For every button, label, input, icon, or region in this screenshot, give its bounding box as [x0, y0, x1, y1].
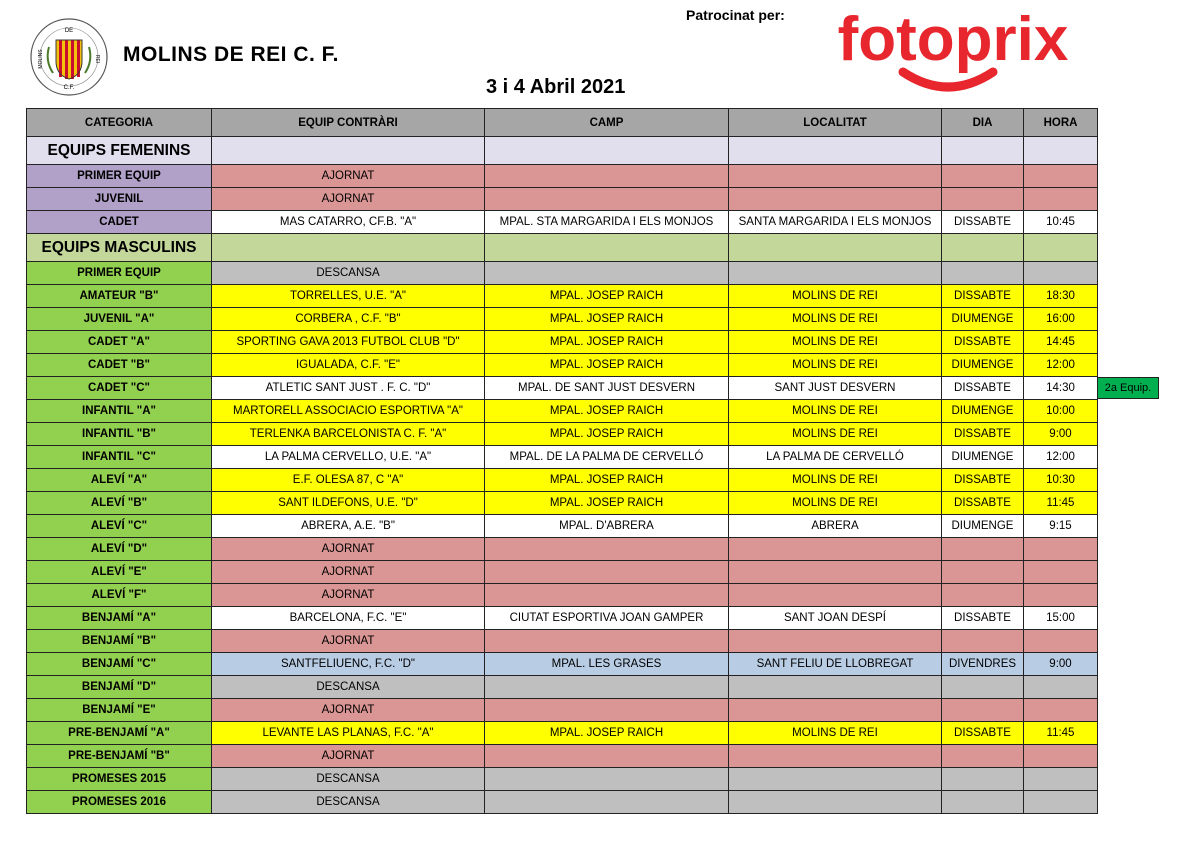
- section-empty-cell: [485, 234, 729, 262]
- camp-cell: MPAL. STA MARGARIDA I ELS MONJOS: [485, 211, 729, 234]
- hora-cell: 9:00: [1024, 423, 1098, 446]
- table-row: [27, 377, 1098, 400]
- table-row: [27, 211, 1098, 234]
- hora-cell: [1024, 768, 1098, 791]
- hora-cell: [1024, 584, 1098, 607]
- match-date-title: 3 i 4 Abril 2021: [486, 76, 626, 98]
- club-title: MOLINS DE REI C. F.: [123, 43, 340, 66]
- camp-cell: MPAL. JOSEP RAICH: [485, 469, 729, 492]
- category-cell: BENJAMÍ "E": [27, 699, 212, 722]
- category-cell: ALEVÍ "A": [27, 469, 212, 492]
- dia-cell: [942, 561, 1024, 584]
- category-cell: PRE-BENJAMÍ "A": [27, 722, 212, 745]
- hora-cell: 15:00: [1024, 607, 1098, 630]
- localitat-cell: [729, 768, 942, 791]
- table-row: [27, 423, 1098, 446]
- category-cell: CADET: [27, 211, 212, 234]
- camp-cell: MPAL. JOSEP RAICH: [485, 331, 729, 354]
- fotoprix-logo: [813, 0, 1093, 98]
- rival-cell: AJORNAT: [212, 538, 485, 561]
- rival-cell: E.F. OLESA 87, C "A": [212, 469, 485, 492]
- rival-cell: LA PALMA CERVELLO, U.E. "A": [212, 446, 485, 469]
- category-cell: BENJAMÍ "A": [27, 607, 212, 630]
- dia-cell: DIVENDRES: [942, 653, 1024, 676]
- col-header-equip-contrari: EQUIP CONTRÀRI: [212, 109, 485, 137]
- crest-text-top: DE: [64, 28, 74, 34]
- category-cell: ALEVÍ "B": [27, 492, 212, 515]
- table-header-row: [27, 109, 1098, 137]
- second-team-note: 2a Equip.: [1097, 377, 1159, 399]
- camp-cell: [485, 188, 729, 211]
- hora-cell: 11:45: [1024, 492, 1098, 515]
- localitat-cell: MOLINS DE REI: [729, 469, 942, 492]
- category-cell: ALEVÍ "E": [27, 561, 212, 584]
- dia-cell: DIUMENGE: [942, 308, 1024, 331]
- sponsor-label: Patrocinat per:: [686, 7, 785, 23]
- rival-cell: ABRERA, A.E. "B": [212, 515, 485, 538]
- dia-cell: [942, 165, 1024, 188]
- localitat-cell: SANT JOAN DESPÍ: [729, 607, 942, 630]
- category-cell: CADET "B": [27, 354, 212, 377]
- table-row: [27, 331, 1098, 354]
- col-header-localitat: LOCALITAT: [729, 109, 942, 137]
- rival-cell: AJORNAT: [212, 699, 485, 722]
- localitat-cell: SANT JUST DESVERN: [729, 377, 942, 400]
- section-empty-cell: [212, 137, 485, 165]
- localitat-cell: [729, 699, 942, 722]
- localitat-cell: [729, 165, 942, 188]
- rival-cell: CORBERA , C.F. "B": [212, 308, 485, 331]
- rival-cell: SANT ILDEFONS, U.E. "D": [212, 492, 485, 515]
- crest-text-right: REI: [94, 54, 100, 64]
- dia-cell: DISSABTE: [942, 331, 1024, 354]
- section-empty-cell: [942, 234, 1024, 262]
- hora-cell: 11:45: [1024, 722, 1098, 745]
- crest-text-bottom: C.F.: [63, 85, 75, 91]
- dia-cell: DISSABTE: [942, 469, 1024, 492]
- hora-cell: 12:00: [1024, 354, 1098, 377]
- rival-cell: AJORNAT: [212, 165, 485, 188]
- rival-cell: TERLENKA BARCELONISTA C. F. "A": [212, 423, 485, 446]
- table-row: [27, 285, 1098, 308]
- crest-text-left: MOLINS: [38, 49, 44, 69]
- camp-cell: MPAL. DE SANT JUST DESVERN: [485, 377, 729, 400]
- localitat-cell: MOLINS DE REI: [729, 722, 942, 745]
- rival-cell: AJORNAT: [212, 630, 485, 653]
- hora-cell: [1024, 745, 1098, 768]
- section-empty-cell: [1024, 234, 1098, 262]
- rival-cell: LEVANTE LAS PLANAS, F.C. "A": [212, 722, 485, 745]
- hora-cell: 9:15: [1024, 515, 1098, 538]
- section-label: EQUIPS FEMENINS: [27, 137, 212, 165]
- hora-cell: [1024, 791, 1098, 814]
- category-cell: PRIMER EQUIP: [27, 165, 212, 188]
- camp-cell: [485, 768, 729, 791]
- table-row: [27, 188, 1098, 211]
- col-header-categoria: CATEGORIA: [27, 109, 212, 137]
- camp-cell: [485, 676, 729, 699]
- rival-cell: DESCANSA: [212, 791, 485, 814]
- camp-cell: [485, 584, 729, 607]
- localitat-cell: MOLINS DE REI: [729, 354, 942, 377]
- dia-cell: [942, 791, 1024, 814]
- hora-cell: [1024, 630, 1098, 653]
- localitat-cell: MOLINS DE REI: [729, 285, 942, 308]
- dia-cell: DIUMENGE: [942, 446, 1024, 469]
- table-row: [27, 584, 1098, 607]
- localitat-cell: [729, 188, 942, 211]
- hora-cell: 14:30: [1024, 377, 1098, 400]
- dia-cell: DISSABTE: [942, 285, 1024, 308]
- hora-cell: [1024, 538, 1098, 561]
- localitat-cell: LA PALMA DE CERVELLÓ: [729, 446, 942, 469]
- dia-cell: [942, 584, 1024, 607]
- dia-cell: [942, 699, 1024, 722]
- section-empty-cell: [729, 137, 942, 165]
- section-empty-cell: [729, 234, 942, 262]
- localitat-cell: MOLINS DE REI: [729, 331, 942, 354]
- localitat-cell: MOLINS DE REI: [729, 400, 942, 423]
- rival-cell: AJORNAT: [212, 584, 485, 607]
- camp-cell: MPAL. JOSEP RAICH: [485, 423, 729, 446]
- rival-cell: DESCANSA: [212, 262, 485, 285]
- rival-cell: SANTFELIUENC, F.C. "D": [212, 653, 485, 676]
- localitat-cell: SANTA MARGARIDA I ELS MONJOS: [729, 211, 942, 234]
- dia-cell: DISSABTE: [942, 423, 1024, 446]
- table-row: [27, 768, 1098, 791]
- rival-cell: SPORTING GAVA 2013 FUTBOL CLUB "D": [212, 331, 485, 354]
- table-row: [27, 262, 1098, 285]
- camp-cell: [485, 165, 729, 188]
- table-row: [27, 699, 1098, 722]
- table-row: [27, 607, 1098, 630]
- category-cell: AMATEUR "B": [27, 285, 212, 308]
- category-cell: BENJAMÍ "B": [27, 630, 212, 653]
- table-row: [27, 676, 1098, 699]
- table-row: [27, 745, 1098, 768]
- dia-cell: DISSABTE: [942, 607, 1024, 630]
- col-header-dia: DIA: [942, 109, 1024, 137]
- col-header-hora: HORA: [1024, 109, 1098, 137]
- camp-cell: MPAL. JOSEP RAICH: [485, 285, 729, 308]
- hora-cell: 18:30: [1024, 285, 1098, 308]
- hora-cell: [1024, 262, 1098, 285]
- dia-cell: [942, 768, 1024, 791]
- category-cell: CADET "A": [27, 331, 212, 354]
- category-cell: INFANTIL "B": [27, 423, 212, 446]
- table-row: [27, 400, 1098, 423]
- camp-cell: MPAL. DE LA PALMA DE CERVELLÓ: [485, 446, 729, 469]
- table-row: [27, 354, 1098, 377]
- table-row: [27, 492, 1098, 515]
- table-row: [27, 561, 1098, 584]
- sponsor-logo-text: fotoprix: [837, 5, 1069, 74]
- category-cell: JUVENIL "A": [27, 308, 212, 331]
- hora-cell: 16:00: [1024, 308, 1098, 331]
- category-cell: ALEVÍ "C": [27, 515, 212, 538]
- hora-cell: 9:00: [1024, 653, 1098, 676]
- section-header-row: [27, 137, 1098, 165]
- section-empty-cell: [1024, 137, 1098, 165]
- rival-cell: MARTORELL ASSOCIACIO ESPORTIVA "A": [212, 400, 485, 423]
- camp-cell: [485, 699, 729, 722]
- camp-cell: MPAL. LES GRASES: [485, 653, 729, 676]
- category-cell: PRE-BENJAMÍ "B": [27, 745, 212, 768]
- table-row: [27, 653, 1098, 676]
- localitat-cell: MOLINS DE REI: [729, 308, 942, 331]
- rival-cell: DESCANSA: [212, 768, 485, 791]
- dia-cell: DISSABTE: [942, 492, 1024, 515]
- club-crest-logo: [29, 17, 109, 97]
- localitat-cell: [729, 676, 942, 699]
- rival-cell: BARCELONA, F.C. "E": [212, 607, 485, 630]
- table-row: [27, 165, 1098, 188]
- table-row: [27, 722, 1098, 745]
- hora-cell: 10:30: [1024, 469, 1098, 492]
- dia-cell: [942, 745, 1024, 768]
- dia-cell: [942, 538, 1024, 561]
- camp-cell: MPAL. D'ABRERA: [485, 515, 729, 538]
- category-cell: INFANTIL "A": [27, 400, 212, 423]
- camp-cell: [485, 561, 729, 584]
- dia-cell: [942, 630, 1024, 653]
- camp-cell: [485, 262, 729, 285]
- dia-cell: DISSABTE: [942, 722, 1024, 745]
- localitat-cell: [729, 791, 942, 814]
- rival-cell: MAS CATARRO, CF.B. "A": [212, 211, 485, 234]
- camp-cell: [485, 791, 729, 814]
- table-row: [27, 308, 1098, 331]
- rival-cell: TORRELLES, U.E. "A": [212, 285, 485, 308]
- hora-cell: 10:00: [1024, 400, 1098, 423]
- category-cell: JUVENIL: [27, 188, 212, 211]
- table-row: [27, 469, 1098, 492]
- localitat-cell: [729, 630, 942, 653]
- section-empty-cell: [212, 234, 485, 262]
- camp-cell: MPAL. JOSEP RAICH: [485, 400, 729, 423]
- localitat-cell: [729, 561, 942, 584]
- table-row: [27, 630, 1098, 653]
- schedule-body: [27, 137, 1098, 814]
- schedule-table: [26, 108, 1098, 814]
- camp-cell: [485, 538, 729, 561]
- dia-cell: DISSABTE: [942, 211, 1024, 234]
- col-header-camp: CAMP: [485, 109, 729, 137]
- rival-cell: IGUALADA, C.F. "E": [212, 354, 485, 377]
- hora-cell: 10:45: [1024, 211, 1098, 234]
- table-row: [27, 791, 1098, 814]
- localitat-cell: [729, 584, 942, 607]
- category-cell: INFANTIL "C": [27, 446, 212, 469]
- localitat-cell: ABRERA: [729, 515, 942, 538]
- rival-cell: AJORNAT: [212, 561, 485, 584]
- hora-cell: 12:00: [1024, 446, 1098, 469]
- dia-cell: DIUMENGE: [942, 515, 1024, 538]
- camp-cell: [485, 745, 729, 768]
- section-empty-cell: [942, 137, 1024, 165]
- dia-cell: [942, 188, 1024, 211]
- category-cell: CADET "C": [27, 377, 212, 400]
- dia-cell: [942, 262, 1024, 285]
- category-cell: PRIMER EQUIP: [27, 262, 212, 285]
- camp-cell: MPAL. JOSEP RAICH: [485, 308, 729, 331]
- localitat-cell: MOLINS DE REI: [729, 423, 942, 446]
- dia-cell: DIUMENGE: [942, 354, 1024, 377]
- table-row: [27, 446, 1098, 469]
- hora-cell: [1024, 188, 1098, 211]
- localitat-cell: [729, 262, 942, 285]
- table-row: [27, 538, 1098, 561]
- table-row: [27, 515, 1098, 538]
- rival-cell: DESCANSA: [212, 676, 485, 699]
- localitat-cell: MOLINS DE REI: [729, 492, 942, 515]
- hora-cell: 14:45: [1024, 331, 1098, 354]
- dia-cell: DIUMENGE: [942, 400, 1024, 423]
- section-label: EQUIPS MASCULINS: [27, 234, 212, 262]
- camp-cell: MPAL. JOSEP RAICH: [485, 722, 729, 745]
- hora-cell: [1024, 561, 1098, 584]
- hora-cell: [1024, 699, 1098, 722]
- hora-cell: [1024, 165, 1098, 188]
- category-cell: PROMESES 2016: [27, 791, 212, 814]
- camp-cell: [485, 630, 729, 653]
- camp-cell: MPAL. JOSEP RAICH: [485, 354, 729, 377]
- camp-cell: MPAL. JOSEP RAICH: [485, 492, 729, 515]
- category-cell: BENJAMÍ "D": [27, 676, 212, 699]
- camp-cell: CIUTAT ESPORTIVA JOAN GAMPER: [485, 607, 729, 630]
- category-cell: ALEVÍ "D": [27, 538, 212, 561]
- localitat-cell: [729, 538, 942, 561]
- dia-cell: [942, 676, 1024, 699]
- localitat-cell: SANT FELIU DE LLOBREGAT: [729, 653, 942, 676]
- rival-cell: AJORNAT: [212, 745, 485, 768]
- category-cell: BENJAMÍ "C": [27, 653, 212, 676]
- category-cell: ALEVÍ "F": [27, 584, 212, 607]
- section-empty-cell: [485, 137, 729, 165]
- dia-cell: DISSABTE: [942, 377, 1024, 400]
- category-cell: PROMESES 2015: [27, 768, 212, 791]
- rival-cell: AJORNAT: [212, 188, 485, 211]
- localitat-cell: [729, 745, 942, 768]
- section-header-row: [27, 234, 1098, 262]
- hora-cell: [1024, 676, 1098, 699]
- rival-cell: ATLETIC SANT JUST . F. C. "D": [212, 377, 485, 400]
